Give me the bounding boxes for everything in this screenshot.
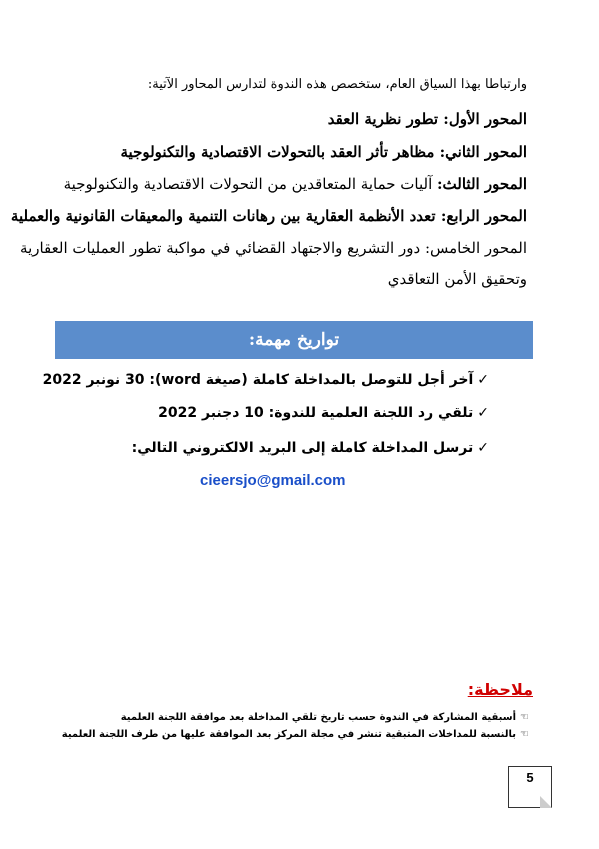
pointing-hand-icon: ☜ [520,729,529,740]
note-item-1 [121,712,529,723]
axis-4-text: تعدد الأنظمة العقارية بين رهانات التنمية والمعيقات القانونية والعملية [10,207,441,225]
check-icon: ✓ [477,440,489,456]
axis-1-label: المحور الأول: [443,110,527,128]
page-fold-corner [540,796,552,808]
axis-3-label: المحور الثالث: [437,175,527,193]
axis-2 [121,143,528,161]
date-item-2-text: تلقي رد اللجنة العلمية للندوة: 10 دجنبر 2022 [158,405,474,421]
axis-5 [20,239,527,257]
check-icon: ✓ [477,372,489,388]
axis-4-label: المحور الرابع: [440,207,527,225]
axis-2-text: مظاهر تأثر العقد بالتحولات الاقتصادية والتكنولوجية [120,143,440,161]
date-item-3 [132,440,489,456]
note-item-2-text: بالنسبة للمداخلات المتبقية تنشر في مجلة المركز بعد الموافقة عليها من طرف اللجنة العلمية [61,729,517,740]
page-number: 5 [526,770,534,785]
note-title: ملاحظة: [467,680,533,699]
dates-title: تواريخ مهمة: [248,330,340,350]
date-item-2 [158,405,489,421]
axis-5-continuation: وتحقيق الأمن التعاقدي [387,270,527,288]
dates-banner [55,321,533,359]
pointing-hand-icon: ☜ [520,712,529,723]
date-item-1-text: آخر أجل للتوصل بالمداخلة كاملة (صيغة word): 30 نونبر 2022 [42,372,474,388]
intro-text: وارتباطا بهذا السياق العام، ستخصص هذه الندوة لتدارس المحاور الآتية: [147,77,527,92]
date-item-3-text: ترسل المداخلة كاملة إلى البريد الالكتروني التالي: [131,440,474,456]
note-item-2 [62,729,529,740]
axis-5-label: المحور الخامس: [424,239,527,257]
check-icon: ✓ [477,405,489,421]
axis-5-text: دور التشريع والاجتهاد القضائي في مواكبة تطور العمليات العقارية [20,239,425,257]
email-link[interactable]: cieersjo@gmail.com [200,472,346,489]
axis-1 [328,110,527,128]
note-item-1-text: أسبقية المشاركة في الندوة حسب تاريخ تلقي المداخلة بعد موافقة اللجنة العلمية [120,712,517,723]
page-number-box [508,766,552,808]
axis-3-text: آليات حماية المتعاقدين من التحولات الاقتصادية والتكنولوجية [63,175,438,193]
date-item-1 [43,372,489,388]
axis-4 [11,207,527,225]
axis-2-label: المحور الثاني: [439,143,527,161]
axis-3 [64,175,527,193]
axis-1-text: تطور نظرية العقد [327,110,444,128]
